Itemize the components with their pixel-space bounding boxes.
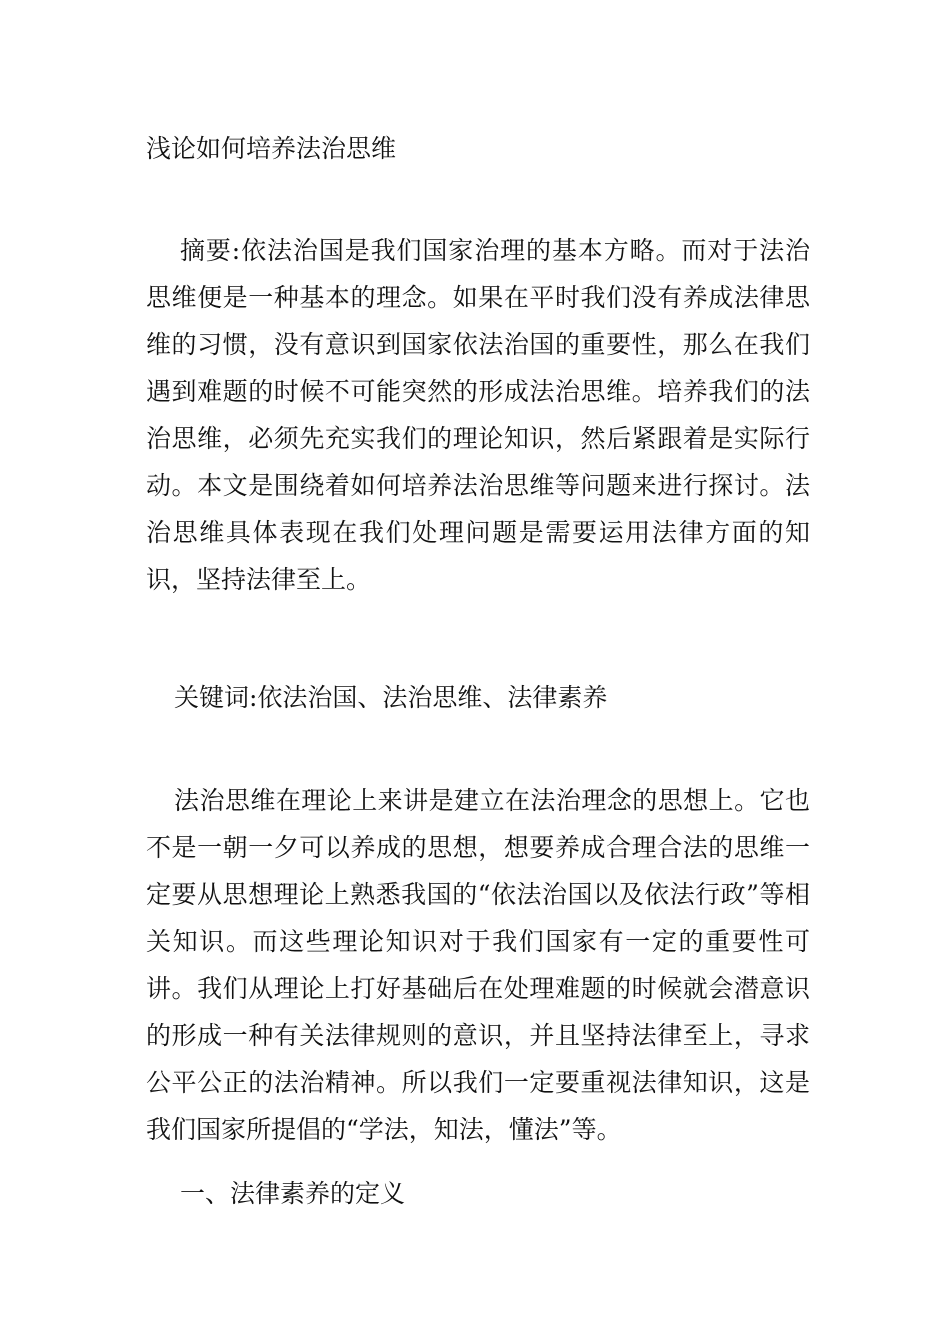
body-paragraph: 法治思维在理论上来讲是建立在法治理念的思想上。它也不是一朝一夕可以养成的思想，想要养成合理合法的思维一定要从思想理论上熟悉我国的“依法治国以及依法行政”等相关知识。而这些理论知识对于我们国家有一定的重要性可讲。我们从理论上打好基础后在处理难题的时候就会潜意识的形成一种有关法律规则的意识，并且坚持法律至上，寻求公平公正的法治精神。所以我们一定要重视法律知识，这是我们国家所提倡的“学法，知法，懂法”等。 (146, 786, 810, 1144)
keywords-line: 关键词:依法治国、法治思维、法律素养 (174, 683, 608, 712)
section-heading: 一、法律素养的定义 (180, 1179, 406, 1208)
document-title: 浅论如何培养法治思维 (146, 134, 397, 163)
abstract-paragraph: 摘要:依法治国是我们国家治理的基本方略。而对于法治思维便是一种基本的理念。如果在平时我们没有养成法律思维的习惯，没有意识到国家依法治国的重要性，那么在我们遇到难题的时候不可能突然的形成法治思维。培养我们的法治思维，必须先充实我们的理论知识，然后紧跟着是实际行动。本文是围绕着如何培养法治思维等问题来进行探讨。法治思维具体表现在我们处理问题是需要运用法律方面的知识，坚持法律至上。 (146, 236, 810, 594)
